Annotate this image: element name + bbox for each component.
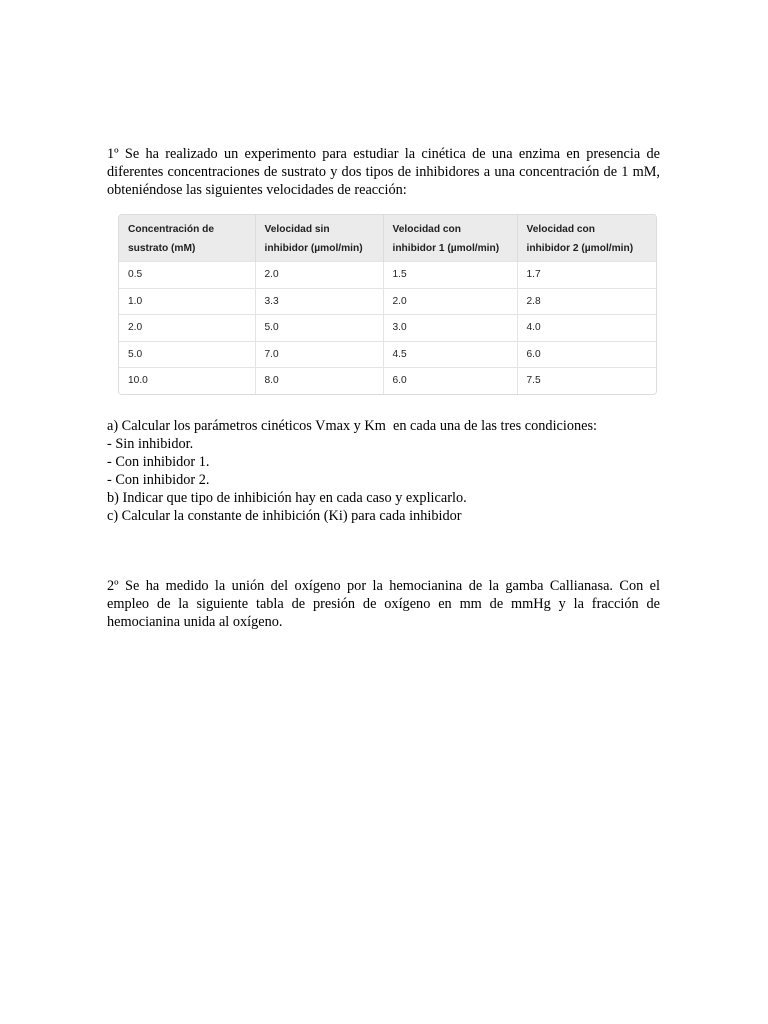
question-a-case-2: - Con inhibidor 1.	[107, 453, 210, 470]
table-row	[119, 341, 656, 368]
table-cell: 3.0	[383, 315, 517, 342]
table-cell: 6.0	[383, 368, 517, 394]
table-row	[119, 262, 656, 289]
table-cell: 8.0	[255, 368, 383, 394]
table-cell: 6.0	[517, 341, 656, 368]
header-substrate: Concentración de sustrato (mM)	[119, 215, 255, 262]
table-cell: 1.5	[383, 262, 517, 289]
table-row	[119, 315, 656, 342]
table-cell: 3.3	[255, 288, 383, 315]
header-velocity-inhibitor-2: Velocidad con inhibidor 2 (µmol/min)	[517, 215, 656, 262]
kinetics-table-container	[118, 214, 657, 395]
table-cell: 2.0	[119, 315, 255, 342]
question-b: b) Indicar que tipo de inhibición hay en cada caso y explicarlo.	[107, 489, 467, 506]
problem1-questions	[107, 417, 660, 525]
problem1-intro: 1º Se ha realizado un experimento para estudiar la cinética de una enzima en presencia de diferentes concentraciones de sustrato y dos tipos de inhibidores a una concentración de 1 mM, obteniéndose las siguientes velocidades de reacción:	[107, 146, 660, 198]
question-c: c) Calcular la constante de inhibición (Ki) para cada inhibidor	[107, 507, 462, 524]
table-cell: 2.0	[383, 288, 517, 315]
table-cell: 5.0	[119, 341, 255, 368]
question-a-case-1: - Sin inhibidor.	[107, 435, 194, 452]
table-cell: 7.5	[517, 368, 656, 394]
table-cell: 2.8	[517, 288, 656, 315]
table-cell: 0.5	[119, 262, 255, 289]
table-cell: 1.7	[517, 262, 656, 289]
table-cell: 4.0	[517, 315, 656, 342]
document-page	[107, 145, 660, 631]
problem2-intro: 2º Se ha medido la unión del oxígeno por la hemocianina de la gamba Callianasa. Con el empleo de la siguiente tabla de presión de oxígeno en mm de mmHg y la fracción de hemocianina unida al oxígeno.	[107, 577, 660, 630]
table-cell: 2.0	[255, 262, 383, 289]
table-cell: 5.0	[255, 315, 383, 342]
kinetics-table	[119, 215, 656, 394]
table-header-row	[119, 215, 656, 262]
table-cell: 1.0	[119, 288, 255, 315]
table-cell: 10.0	[119, 368, 255, 394]
question-a: a) Calcular los parámetros cinéticos Vmax y Km en cada una de las tres condiciones:	[107, 417, 598, 434]
question-a-case-3: - Con inhibidor 2.	[107, 471, 210, 488]
table-cell: 7.0	[255, 341, 383, 368]
table-cell: 4.5	[383, 341, 517, 368]
table-row	[119, 288, 656, 315]
table-row	[119, 368, 656, 394]
header-velocity-no-inhibitor: Velocidad sin inhibidor (µmol/min)	[255, 215, 383, 262]
header-velocity-inhibitor-1: Velocidad con inhibidor 1 (µmol/min)	[383, 215, 517, 262]
